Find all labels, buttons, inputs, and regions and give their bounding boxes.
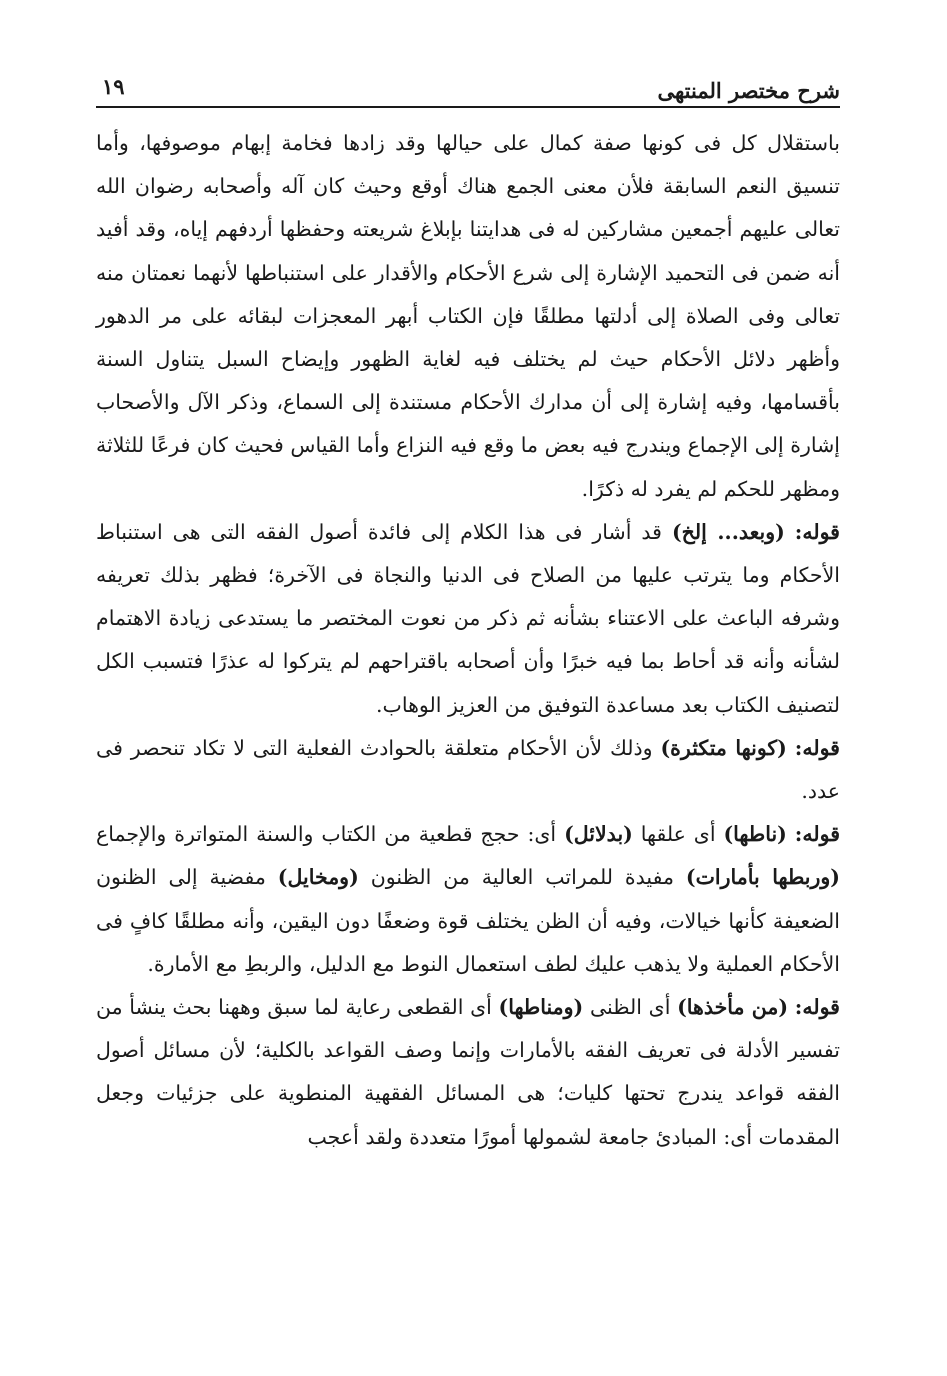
commentary-label: قوله: bbox=[794, 519, 840, 544]
paragraph-text: أى الظنى bbox=[589, 995, 671, 1020]
body-text bbox=[96, 122, 840, 1159]
running-title: شرح مختصر المنتهى bbox=[657, 78, 840, 103]
paragraph bbox=[96, 122, 840, 511]
paragraph-text: قد أشار فى هذا الكلام إلى فائدة أصول الفقه التى هى استنباط الأحكام وما يترتب عليها من الصلاح فى الدنيا والنجاة فى الآخرة؛ فظهر بذلك تعريفه وشرفه الباعث على الاعتناء بشأنه ثم ذكر من نعوت المختصر ما يستدعى زيادة الاهتمام لشأنه وأنه قد أحاط بما فيه خبرًا وأن أصحابه باقتراحهم لم يتركوا له عذرًا فتسبب الكل لتصنيف الكتاب بعد مساعدة التوفيق من العزيز الوهاب. bbox=[96, 519, 840, 717]
commentary-label: قوله: bbox=[794, 995, 840, 1020]
quoted-term: (ناطها) bbox=[723, 822, 787, 847]
paragraph-text: أى: حجج قطعية من الكتاب والسنة المتواترة والإجماع bbox=[96, 822, 557, 847]
paragraph bbox=[96, 986, 840, 1159]
paragraph-text: أى علقها bbox=[640, 822, 716, 847]
header-rule bbox=[96, 106, 840, 108]
quoted-term: (كونها متكثرة) bbox=[660, 735, 787, 760]
quoted-term: (وبعد... إلخ) bbox=[671, 519, 785, 544]
page-number: ١٩ bbox=[102, 74, 125, 99]
commentary-label: قوله: bbox=[794, 735, 840, 760]
commentary-label: قوله: bbox=[794, 822, 840, 847]
paragraph-text: مفضية إلى الظنون الضعيفة كأنها خيالات، وفيه أن الظن يختلف قوة وضعفًا دون اليقين، وأنه مطلقًا كافٍ فى الأحكام العملية ولا يذهب عليك لطف استعمال النوط مع الدليل، والربطِ مع الأمارة. bbox=[96, 865, 840, 976]
page-header bbox=[96, 70, 840, 106]
paragraph bbox=[96, 511, 840, 727]
paragraph bbox=[96, 813, 840, 986]
paragraph-text: باستقلال كل فى كونها صفة كمال على حيالها وقد زادها فخامة إبهام موصوفها، وأما تنسيق النعم السابقة فلأن معنى الجمع هناك أوقع وحيث كان آله وأصحابه رضوان الله تعالى عليهم أجمعين مشاركين له فى هدايتنا بإبلاغ شريعته وحفظها أردفهم إياه، وقد أفيد أنه ضمن فى التحميد الإشارة إلى شرع الأحكام والأقدار على استنباطها لأنهما نعمتان منه تعالى وفى الصلاة إلى أدلتها مطلقًا فإن الكتاب أبهر المعجزات لبقائه على مر الدهور وأظهر دلائل الأحكام حيث لم يختلف فيه لغاية الظهور وإيضاح السبل يتناول السنة بأقسامها، وفيه إشارة إلى أن مدارك الأحكام مستندة إلى السماع، وذكر الآل والأصحاب إشارة إلى الإجماع ويندرج فيه بعض ما وقع فيه النزاع وأما القياس فحيث كان فرعًا للثلاثة ومظهر للحكم لم يفرد له ذكرًا. bbox=[96, 131, 840, 501]
paragraph-text: أى القطعى رعاية لما سبق وههنا بحث ينشأ من تفسير الأدلة فى تعريف الفقه بالأمارات وإنما وصف القواعد بالكلية؛ لأن مسائل أصول الفقه قواعد يندرج تحتها كليات؛ هى المسائل الفقهية المنطوية على جزئيات وجعل المقدمات أى: المبادئ جامعة لشمولها أمورًا متعددة ولقد أعجب bbox=[96, 995, 840, 1149]
paragraph-text: وذلك لأن الأحكام متعلقة بالحوادث الفعلية التى لا تكاد تنحصر فى عدد. bbox=[96, 735, 840, 804]
paragraph bbox=[96, 727, 840, 813]
quoted-term: (من مأخذها) bbox=[677, 995, 789, 1020]
document-page bbox=[96, 70, 840, 1310]
paragraph-text: مفيدة للمراتب العالية من الظنون bbox=[370, 865, 674, 890]
quoted-term: (وربطها بأمارات) bbox=[685, 865, 840, 890]
quoted-term: (ومخايل) bbox=[277, 865, 359, 890]
quoted-term: (ومناطها) bbox=[498, 995, 584, 1020]
quoted-term: (بدلائل) bbox=[564, 822, 633, 847]
